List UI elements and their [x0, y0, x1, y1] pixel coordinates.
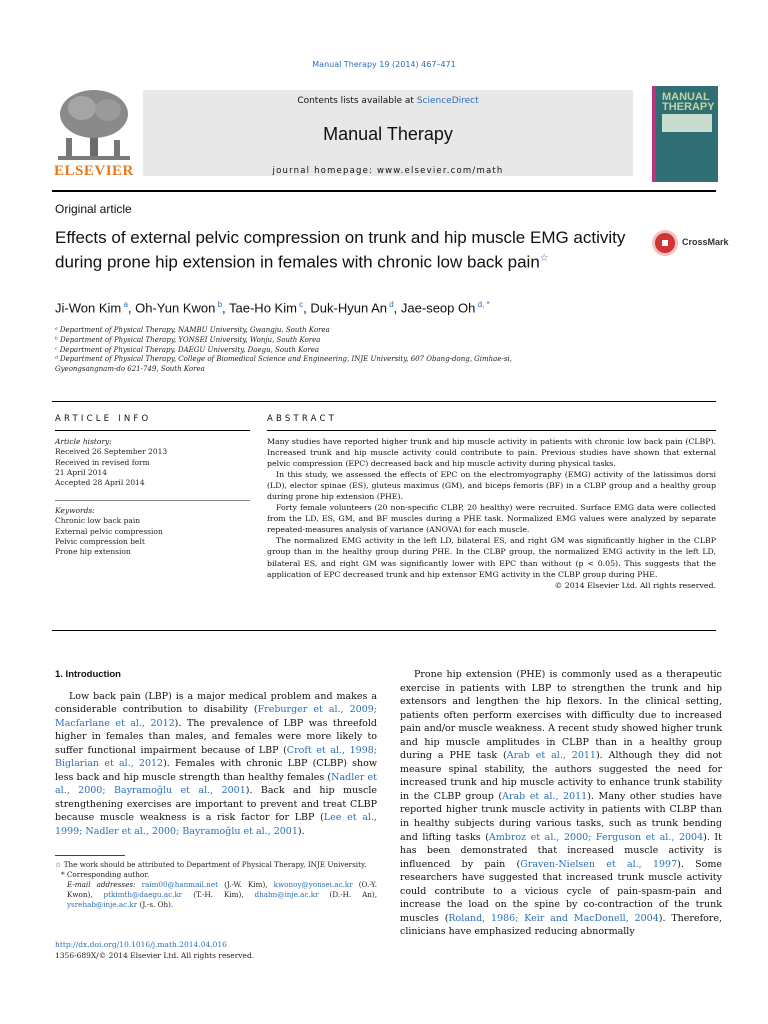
author-affiliation-mark[interactable]: d [387, 300, 394, 309]
citation-link[interactable]: Arab et al., 2011 [506, 750, 596, 762]
author-name[interactable]: Duk-Hyun An [310, 300, 387, 316]
journal-homepage[interactable]: journal homepage: www.elsevier.com/math [272, 166, 504, 176]
header-rule [52, 190, 716, 192]
keywords-heading: Keywords: [55, 506, 95, 515]
abstract-paragraph: Forty female volunteers (20 non-specific CLBP, 20 healthy) were recruited. Surface EMG data were collected from the LD, ES, GM, and BF muscles during a PHE task. Normalized EMG values were analyzed by separate repeated-measures analysis of variance (ANOVA) for each muscle. [267, 503, 716, 535]
article-title [55, 227, 645, 273]
article-info-label: ARTICLE INFO [55, 414, 152, 424]
sciencedirect-link[interactable]: ScienceDirect [416, 96, 479, 106]
front-matter-rule [52, 401, 716, 402]
tree-logo-icon [52, 86, 136, 164]
author-list: Ji-Won Kim $^a$, Oh-Yun Kwon $^b$, Tae-Ho Kim $^c$, Duk-Hyun An $^d$, Jae-seop Oh $^{d, *}$ [55, 300, 490, 316]
citation-link[interactable]: Roland, 1986; Keir and MacDonell, 2004 [448, 912, 659, 924]
history-heading: Article history: [55, 437, 112, 446]
email-addresses: E-mail addresses: raim00@hanmail.net (J.-W. Kim), kwonoy@yonsei.ac.kr (O.-Y. Kwon), ptkimth@daegu.ac.kr (T.-H. Kim), dhahn@inje.ac.kr (D.-H. An), ysrehab@inje.ac.kr (J.-s. Oh). [67, 880, 377, 909]
abstract-paragraph: The normalized EMG activity in the left LD, bilateral ES, and right GM was significantly higher in the CLBP group than in the healthy group during PHE. In the CLBP group, the normalized EMG activity in the left LD, bilateral ES, and right GM was significantly lower with EPC than without (p < 0.05). This suggests that the application of EPC decreased trunk and hip extensor EMG activity in the CLBP group during PHE. [267, 536, 716, 579]
email-link[interactable]: ptkimth@daegu.ac.kr [103, 890, 183, 899]
journal-cover-thumbnail[interactable] [652, 86, 718, 182]
body-column-right [400, 668, 722, 939]
abstract-body [267, 436, 716, 591]
footnotes [55, 860, 377, 910]
doi-block [55, 940, 254, 961]
citation-link[interactable]: Arab et al., 2011 [502, 790, 588, 802]
email-label: E-mail addresses: [67, 880, 142, 889]
journal-reference[interactable]: Manual Therapy 19 (2014) 467–471 [312, 60, 456, 69]
abstract-paragraph: In this study, we assessed the effects of EPC on the electromyography (EMG) activity of the latissimus dorsi (LD), elector spinae (ES), gluteus maximus (GM), and biceps femoris (BF) in a CLBP group and a healthy group during prone hip extension (PHE). [267, 470, 716, 502]
crossmark-badge[interactable] [652, 230, 732, 258]
affiliation-d: ᵈ Department of Physical Therapy, College of Biomedical Science and Engineering, INJE University, 607 Obang-dong, Gimhae-si, [55, 355, 512, 364]
history-item: Received in revised form [55, 457, 150, 467]
elsevier-logo[interactable] [52, 86, 136, 186]
journal-header-band [143, 90, 633, 176]
contents-prefix: Contents lists available at [297, 96, 417, 106]
email-link[interactable]: ysrehab@inje.ac.kr [67, 900, 138, 909]
cover-title: MANUAL THERAPY [662, 91, 715, 113]
affiliations [55, 326, 615, 375]
abstract-copyright: © 2014 Elsevier Ltd. All rights reserved. [554, 580, 716, 590]
journal-title: Manual Therapy [323, 124, 453, 144]
cover-inset [662, 114, 712, 132]
info-rule [55, 430, 250, 431]
affiliation-c: ᶜ Department of Physical Therapy, DAEGU University, Daegu, South Korea [55, 345, 320, 354]
crossmark-icon [652, 230, 678, 256]
crossmark-label: CrossMark [682, 237, 729, 247]
author-name[interactable]: Jae-seop Oh [400, 300, 476, 316]
email-link[interactable]: kwonoy@yonsei.ac.kr [273, 880, 353, 889]
contents-line [143, 96, 633, 106]
author-affiliation-mark[interactable]: a [121, 300, 128, 309]
keyword: Chronic low back pain [55, 516, 141, 526]
history-item: 21 April 2014 [55, 467, 107, 477]
citation-link[interactable]: Ambroz et al., 2000; Ferguson et al., 2004 [488, 831, 704, 843]
author-name[interactable]: Tae-Ho Kim [229, 300, 297, 316]
keyword: Pelvic compression belt [55, 536, 145, 546]
affiliation-a: ᵃ Department of Physical Therapy, NAMBU University, Gwangju, South Korea [55, 326, 330, 334]
author-name[interactable]: Oh-Yun Kwon [135, 300, 216, 316]
section-heading-introduction: 1. Introduction [55, 669, 121, 680]
body-paragraph: Prone hip extension (PHE) is commonly used as a therapeutic exercise in patients with LBP to strengthen the trunk and hip extensors and lengthen the hip flexors. In the clinical setting, patients often perform exercises with difficulty due to increased pain and/or muscle weakness. A recent study showed higher trunk and hip muscle amplitudes in CLBP than in a healthy group during a PHE task (Arab et al., 2011). Although they did not measure spinal stability, the authors suggested the need for increased trunk and hip muscle activity to enhance trunk stability in the CLBP group (Arab et al., 2011). Many other studies have reported higher trunk muscle activity in patients with CLBP than in healthy subjects during various tasks, such as trunk bending and lifting tasks (Ambroz et al., 2000; Ferguson et al., 2004). It has been demonstrated that increased muscle activity is influenced by pain (Graven-Nielsen et al., 1997). Some researchers have suggested that increased trunk muscle activity could contribute to a vicious cycle of pain-spasm-pain and increase the load on the spine by co-contraction of the trunk muscles (Roland, 1986; Keir and MacDonell, 2004). Therefore, clinicians have emphasized reducing abnormally [400, 669, 723, 938]
body-column-left [55, 668, 377, 839]
author-name[interactable]: Ji-Won Kim [55, 300, 122, 316]
citation-link[interactable]: Lee et al., 1999; Nadler et al., 2000; Bayramoğlu et al., 2001 [55, 812, 377, 838]
elsevier-wordmark: ELSEVIER [54, 163, 134, 179]
history-item: Received 26 September 2013 [55, 447, 168, 457]
abstract-rule [267, 430, 716, 431]
author-affiliation-mark[interactable]: d, * [475, 300, 490, 309]
email-link[interactable]: raim00@hanmail.net [141, 880, 219, 889]
keywords [55, 506, 250, 557]
citation-link[interactable]: Croft et al., 1998; Biglarian et al., 2012 [55, 744, 377, 770]
body-paragraph: Low back pain (LBP) is a major medical problem and makes a considerable contribution to disability (Freburger et al., 2009; Macfarlane et al., 2012). The prevalence of LBP was threefold higher in females than males, and females were more likely to suffer functional impairment because of LBP (Croft et al., 1998; Biglarian et al., 2012). Females with chronic LBP (CLBP) show less back and hip muscle strength than healthy females (Nadler et al., 2000; Bayramoğlu et al., 2001). Back and hip muscle strengthening exercises are important to prevent and treat CLBP because muscle weakness is a risk factor for LBP (Lee et al., 1999; Nadler et al., 2000; Bayramoğlu et al., 2001). [55, 690, 378, 838]
footnote-rule [55, 855, 125, 856]
cover-stripe [652, 86, 656, 182]
journal-masthead [52, 86, 716, 186]
affiliation-d-cont: Gyeongsangnam-do 621-749, South Korea [55, 365, 205, 374]
doi-link[interactable]: http://dx.doi.org/10.1016/j.math.2014.04.016 [55, 940, 227, 949]
keyword: External pelvic compression [55, 526, 163, 536]
citation-link[interactable]: Freburger et al., 2009; Macfarlane et al., 2012 [55, 704, 377, 729]
affiliation-b: ᵇ Department of Physical Therapy, YONSEI University, Wonju, South Korea [55, 335, 321, 344]
citation-link[interactable]: Nadler et al., 2000; Bayramoğlu et al., 2001 [55, 771, 378, 797]
attribution-footnote: ☆ The work should be attributed to Department of Physical Therapy, INJE University. [55, 860, 367, 869]
corresponding-author-note: * Corresponding author. [61, 870, 150, 879]
article-type: Original article [55, 202, 132, 216]
abstract-end-rule [52, 630, 716, 631]
history-item: Accepted 28 April 2014 [55, 478, 145, 488]
keyword: Prone hip extension [55, 547, 131, 557]
issn-copyright: 1356-689X/© 2014 Elsevier Ltd. All rights reserved. [55, 950, 255, 960]
email-link[interactable]: dhahn@inje.ac.kr [254, 890, 319, 899]
author-affiliation-mark[interactable]: c [296, 300, 304, 309]
author-affiliation-mark[interactable]: b [215, 300, 223, 309]
info-divider [55, 500, 250, 501]
title-footnote-mark[interactable]: ☆ [539, 253, 549, 264]
citation-link[interactable]: Graven-Nielsen et al., 1997 [520, 858, 678, 870]
abstract-paragraph: Many studies have reported higher trunk and hip muscle activity in patients with chronic low back pain (CLBP). Increased trunk and hip muscle activity could contribute to pain. Previous studies have shown that external pelvic compression (EPC) decreased back and hip muscle activity during physical tasks. [267, 437, 716, 469]
abstract-label: ABSTRACT [267, 414, 338, 424]
title-text: Effects of external pelvic compression on trunk and hip muscle EMG activity during prone hip extension in females with chronic low back pain [55, 228, 626, 272]
article-history [55, 437, 250, 488]
